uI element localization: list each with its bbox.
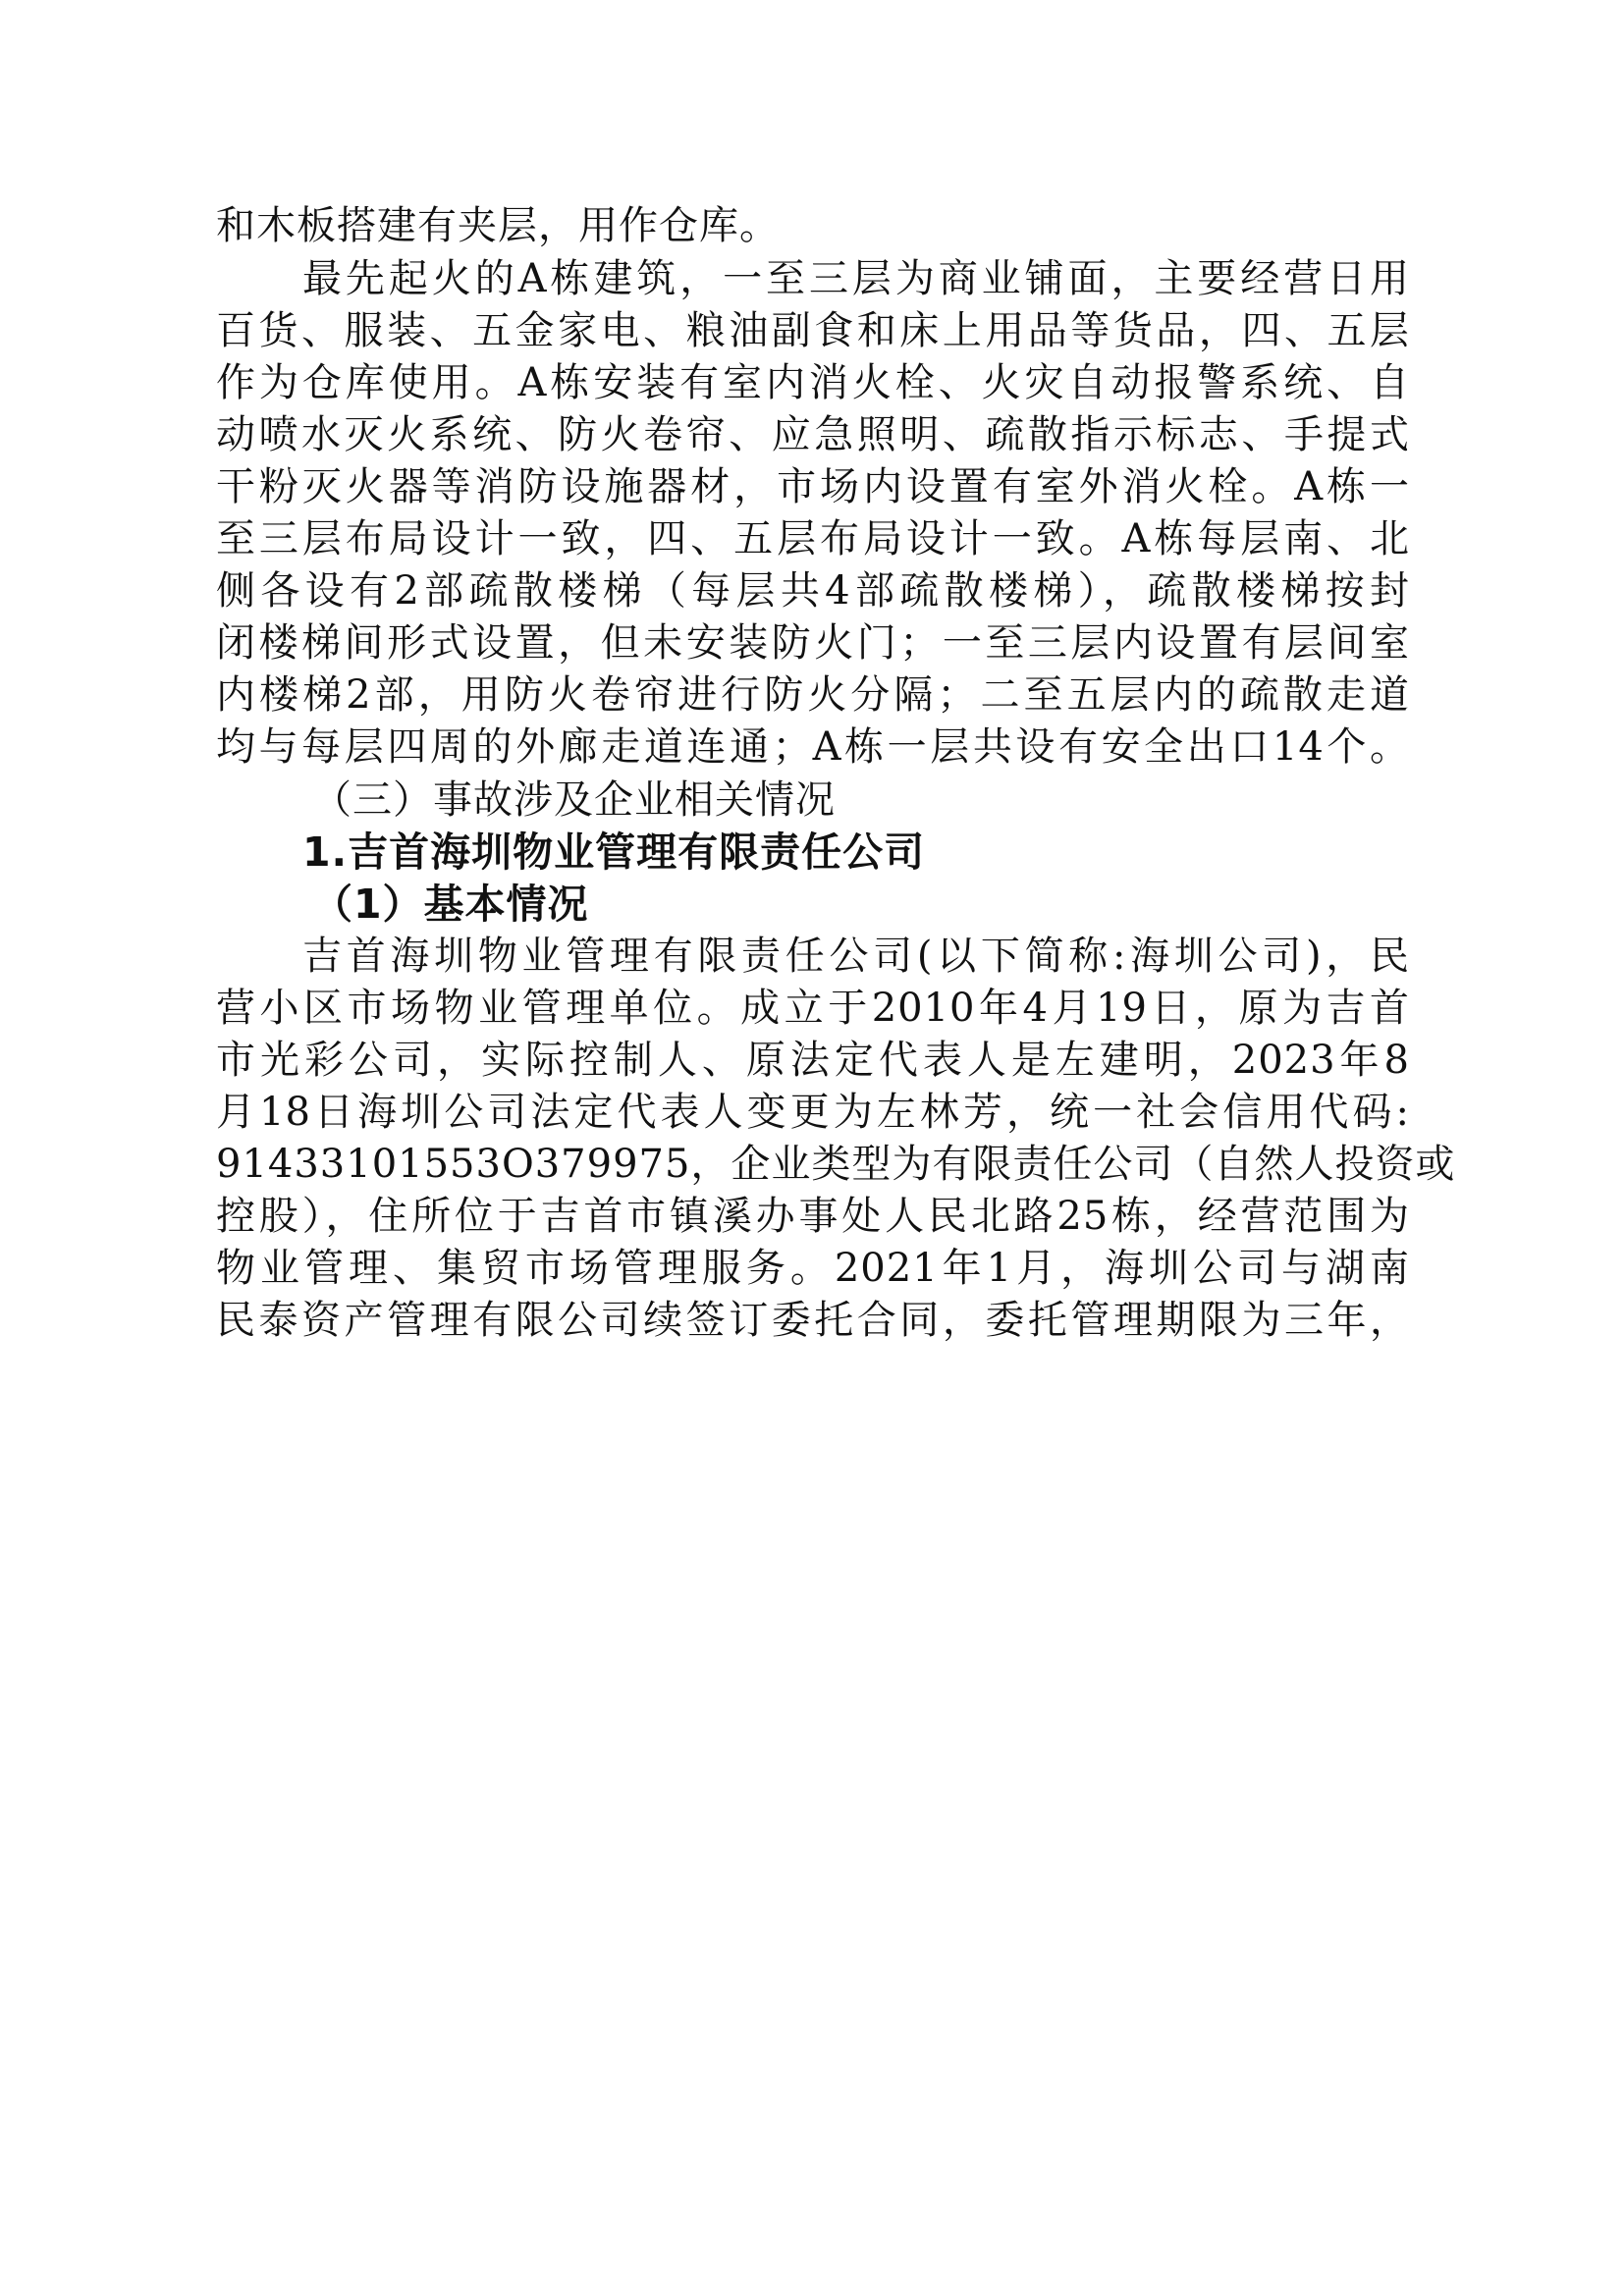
paragraph-line: 作为仓库使用。A栋安装有室内消火栓、火灾自动报警系统、自 (216, 360, 1410, 405)
subsection-heading: （1）基本情况 (312, 881, 589, 928)
paragraph-line: 闭楼梯间形式设置，但未安装防火门；一至三层内设置有层间室 (216, 620, 1410, 666)
paragraph-line: 吉首海圳物业管理有限责任公司(以下简称:海圳公司)，民 (302, 934, 1410, 979)
paragraph-line: 干粉灭火器等消防设施器材，市场内设置有室外消火栓。A栋一 (216, 464, 1410, 509)
paragraph-line: 侧各设有2部疏散楼梯（每层共4部疏散楼梯），疏散楼梯按封 (216, 568, 1410, 614)
paragraph-line: 均与每层四周的外廊走道连通；A栋一层共设有安全出口14个。 (216, 724, 1410, 770)
paragraph-line: 动喷水灭火系统、防火卷帘、应急照明、疏散指示标志、手提式 (216, 412, 1410, 457)
paragraph-line: 控股），住所位于吉首市镇溪办事处人民北路25栋，经营范围为 (216, 1194, 1410, 1239)
paragraph-line: 内楼梯2部，用防火卷帘进行防火分隔；二至五层内的疏散走道 (216, 672, 1410, 718)
company-heading: 1.吉首海圳物业管理有限责任公司 (302, 828, 926, 876)
paragraph-line: 百货、服装、五金家电、粮油副食和床上用品等货品，四、五层 (216, 308, 1410, 353)
paragraph-line: 物业管理、集贸市场管理服务。2021年1月，海圳公司与湖南 (216, 1246, 1410, 1291)
paragraph-line: 营小区市场物业管理单位。成立于2010年4月19日，原为吉首 (216, 986, 1410, 1031)
paragraph-line: 月18日海圳公司法定代表人变更为左林芳，统一社会信用代码: (216, 1090, 1410, 1135)
paragraph-line: 市光彩公司，实际控制人、原法定代表人是左建明，2023年8 (216, 1038, 1410, 1083)
paragraph-line: 和木板搭建有夹层，用作仓库。 (216, 203, 780, 248)
paragraph-line: 至三层布局设计一致，四、五层布局设计一致。A栋每层南、北 (216, 516, 1410, 561)
section-heading: （三）事故涉及企业相关情况 (312, 777, 836, 823)
paragraph-line: 最先起火的A栋建筑，一至三层为商业铺面，主要经营日用 (302, 256, 1410, 301)
paragraph-line: 民泰资产管理有限公司续签订委托合同，委托管理期限为三年， (216, 1298, 1410, 1343)
paragraph-line: 91433101553O379975，企业类型为有限责任公司（自然人投资或 (216, 1142, 1456, 1187)
